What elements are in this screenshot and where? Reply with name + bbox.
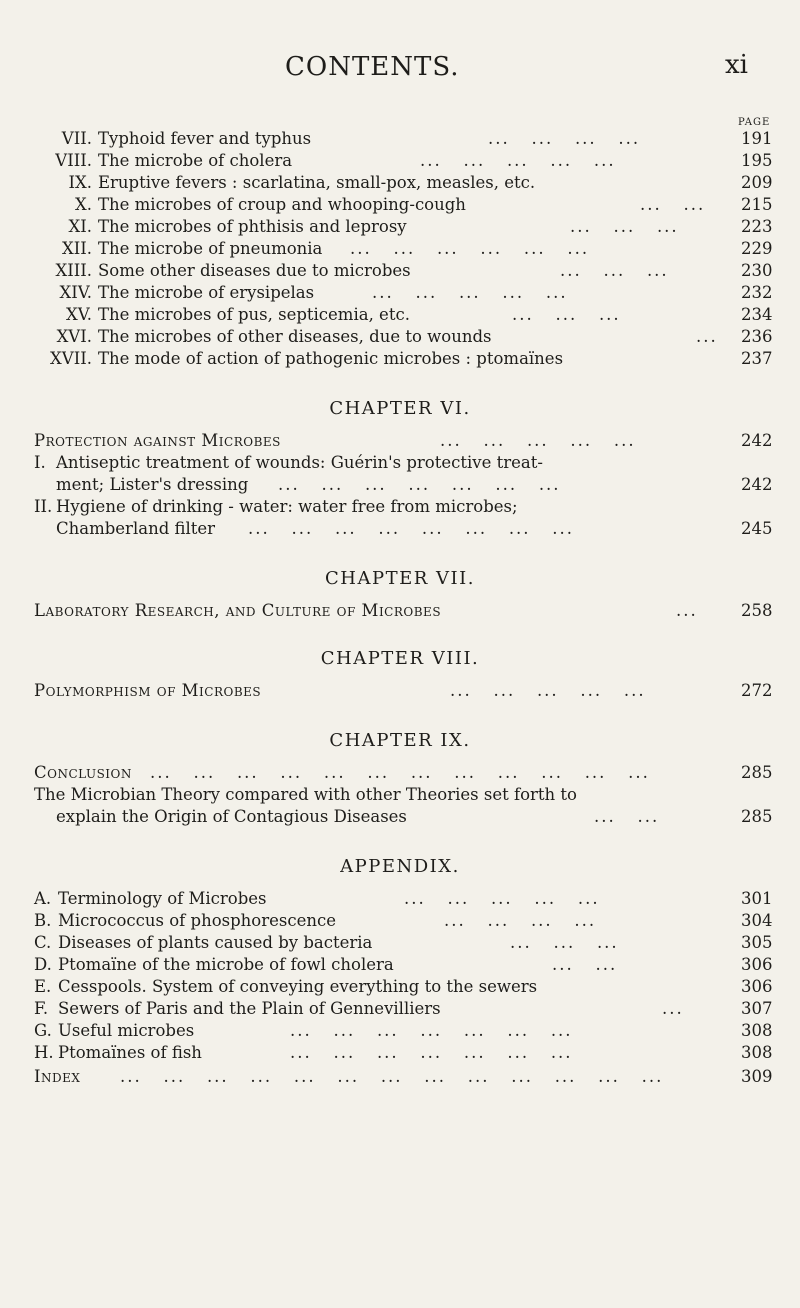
entry-page: 245 bbox=[741, 519, 773, 538]
entry-page: 307 bbox=[741, 999, 773, 1018]
toc-entry bbox=[0, 680, 800, 702]
leader-dots: ... ... ... bbox=[512, 305, 621, 324]
leader-dots: ... ... ... bbox=[570, 217, 679, 236]
leader-dots: ... ... bbox=[640, 195, 706, 214]
entry-page: 304 bbox=[741, 911, 773, 930]
toc-entry bbox=[0, 172, 800, 194]
chapter-title: Laboratory Research, and Culture of Microbes bbox=[34, 601, 442, 620]
entry-title: Ptomaïne of the microbe of fowl cholera bbox=[58, 955, 394, 974]
page-column-label: PAGE bbox=[738, 117, 771, 128]
toc-entry-continued bbox=[0, 474, 800, 496]
entry-title: The Microbian Theory compared with other Theories set forth to bbox=[34, 785, 577, 804]
entry-page: 272 bbox=[741, 681, 773, 700]
entry-number: XV. bbox=[65, 305, 92, 324]
entry-title: The microbes of croup and whooping-cough bbox=[98, 195, 466, 214]
toc-entry bbox=[0, 238, 800, 260]
leader-dots: ... ... ... ... bbox=[488, 129, 641, 148]
leader-dots: ... bbox=[676, 601, 698, 620]
entry-number: XVII. bbox=[50, 349, 92, 368]
entry-title: Terminology of Microbes bbox=[58, 889, 267, 908]
entry-title: The microbes of phthisis and leprosy bbox=[98, 217, 407, 236]
toc-entry bbox=[0, 304, 800, 326]
toc-entry-continued bbox=[0, 806, 800, 828]
entry-number: E. bbox=[34, 977, 52, 996]
leader-dots: ... ... ... ... bbox=[444, 911, 597, 930]
entry-title: The microbes of pus, septicemia, etc. bbox=[98, 305, 410, 324]
entry-title: Cesspools. System of conveying everything to the sewers bbox=[58, 977, 538, 996]
entry-number: C. bbox=[34, 933, 52, 952]
chapter-title: Protection against Microbes bbox=[34, 431, 281, 450]
entry-page: 306 bbox=[741, 977, 773, 996]
chapter-title: Polymorphism of Microbes bbox=[34, 681, 262, 700]
chapter-heading: CHAPTER VII. bbox=[325, 568, 475, 589]
leader-dots: ... ... ... bbox=[510, 933, 619, 952]
toc-entry bbox=[0, 216, 800, 238]
entry-title: Typhoid fever and typhus bbox=[98, 129, 312, 148]
entry-page: 229 bbox=[741, 239, 773, 258]
entry-page: 305 bbox=[741, 933, 773, 952]
entry-number: XVI. bbox=[56, 327, 92, 346]
toc-entry bbox=[0, 600, 800, 622]
entry-page: 308 bbox=[741, 1043, 773, 1062]
toc-entry bbox=[0, 496, 800, 518]
leader-dots: ... ... ... ... ... ... ... ... ... ... ... ... ... bbox=[120, 1067, 664, 1086]
leader-dots: ... ... ... ... ... ... ... bbox=[278, 475, 561, 494]
entry-page: 230 bbox=[741, 261, 773, 280]
toc-entry bbox=[0, 932, 800, 954]
entry-page: 285 bbox=[741, 763, 773, 782]
leader-dots: ... ... ... ... ... bbox=[372, 283, 568, 302]
entry-number: B. bbox=[34, 911, 52, 930]
chapter-heading: CHAPTER VIII. bbox=[320, 648, 480, 669]
leader-dots: ... ... ... ... ... bbox=[440, 431, 636, 450]
toc-entry bbox=[0, 762, 800, 784]
leader-dots: ... ... ... ... ... ... bbox=[350, 239, 590, 258]
leader-dots: ... ... ... ... ... bbox=[420, 151, 616, 170]
entry-title: The microbe of cholera bbox=[98, 151, 293, 170]
entry-page: 285 bbox=[741, 807, 773, 826]
entry-title: Micrococcus of phosphorescence bbox=[58, 911, 336, 930]
toc-entry bbox=[0, 260, 800, 282]
entry-page: 242 bbox=[741, 475, 773, 494]
entry-number: XII. bbox=[61, 239, 92, 258]
entry-page: 306 bbox=[741, 955, 773, 974]
leader-dots: ... ... ... ... ... bbox=[450, 681, 646, 700]
entry-page: 223 bbox=[741, 217, 773, 236]
entry-page: 195 bbox=[741, 151, 773, 170]
entry-title: The microbe of erysipelas bbox=[98, 283, 315, 302]
leader-dots: ... ... ... bbox=[560, 261, 669, 280]
toc-entry bbox=[0, 348, 800, 370]
entry-title-continued: explain the Origin of Contagious Diseases bbox=[56, 807, 407, 826]
entry-page: 215 bbox=[741, 195, 773, 214]
leader-dots: ... bbox=[662, 999, 684, 1018]
chapter-title: Conclusion bbox=[34, 763, 132, 782]
entry-page: 308 bbox=[741, 1021, 773, 1040]
toc-entry bbox=[0, 1042, 800, 1064]
entry-title: Some other diseases due to microbes bbox=[98, 261, 411, 280]
entry-number: G. bbox=[34, 1021, 52, 1040]
entry-title: The microbe of pneumonia bbox=[98, 239, 323, 258]
entry-number: XIV. bbox=[59, 283, 92, 302]
toc-entry bbox=[0, 976, 800, 998]
entry-page: 209 bbox=[741, 173, 773, 192]
entry-number: X. bbox=[75, 195, 92, 214]
appendix-heading: APPENDIX. bbox=[340, 856, 460, 877]
toc-entry bbox=[0, 954, 800, 976]
leader-dots: ... ... bbox=[594, 807, 660, 826]
entry-number: IX. bbox=[68, 173, 92, 192]
entry-number: D. bbox=[34, 955, 52, 974]
toc-entry bbox=[0, 888, 800, 910]
leader-dots: ... ... ... ... ... ... ... ... bbox=[248, 519, 575, 538]
entry-title: Antiseptic treatment of wounds: Guérin's protective treat- bbox=[56, 453, 543, 472]
entry-page: 191 bbox=[741, 129, 773, 148]
toc-entry bbox=[0, 1020, 800, 1042]
entry-number: VIII. bbox=[55, 151, 92, 170]
toc-entry bbox=[0, 910, 800, 932]
toc-entry bbox=[0, 430, 800, 452]
entry-title: The microbes of other diseases, due to wounds bbox=[98, 327, 492, 346]
entry-page: 236 bbox=[741, 327, 773, 346]
entry-title: Ptomaïnes of fish bbox=[58, 1043, 202, 1062]
leader-dots: ... ... ... ... ... ... ... ... ... ... ... ... bbox=[150, 763, 650, 782]
toc-entry bbox=[0, 282, 800, 304]
toc-entry bbox=[0, 998, 800, 1020]
entry-page: 234 bbox=[741, 305, 773, 324]
entry-title: Hygiene of drinking - water: water free from microbes; bbox=[56, 497, 518, 516]
entry-number: F. bbox=[34, 999, 49, 1018]
entry-page: 237 bbox=[741, 349, 773, 368]
page-header bbox=[0, 52, 800, 82]
entry-number: H. bbox=[34, 1043, 54, 1062]
leader-dots: ... ... bbox=[552, 955, 618, 974]
toc-entry bbox=[0, 194, 800, 216]
entry-number: XIII. bbox=[55, 261, 92, 280]
entry-page: 232 bbox=[741, 283, 773, 302]
chapter-heading: CHAPTER VI. bbox=[329, 398, 471, 419]
toc-entry bbox=[0, 784, 800, 806]
entry-title-continued: ment; Lister's dressing bbox=[56, 475, 249, 494]
entry-title: The mode of action of pathogenic microbes : ptomaïnes bbox=[98, 349, 564, 368]
page-number: xi bbox=[725, 50, 748, 80]
entry-page: 301 bbox=[741, 889, 773, 908]
entry-title-continued: Chamberland filter bbox=[56, 519, 216, 538]
entry-number: I. bbox=[34, 453, 46, 472]
entry-page: 258 bbox=[741, 601, 773, 620]
entry-page: 242 bbox=[741, 431, 773, 450]
toc-entry bbox=[0, 150, 800, 172]
toc-entry bbox=[0, 326, 800, 348]
entry-number: VII. bbox=[61, 129, 92, 148]
toc-entry bbox=[0, 452, 800, 474]
entry-number: A. bbox=[34, 889, 52, 908]
entry-number: II. bbox=[34, 497, 53, 516]
entry-number: XI. bbox=[68, 217, 92, 236]
entry-page: 309 bbox=[741, 1067, 773, 1086]
leader-dots: ... bbox=[696, 327, 718, 346]
leader-dots: ... ... ... ... ... ... ... bbox=[290, 1043, 573, 1062]
leader-dots: ... ... ... ... ... ... ... bbox=[290, 1021, 573, 1040]
entry-title: Eruptive fevers : scarlatina, small-pox, measles, etc. bbox=[98, 173, 536, 192]
running-title: CONTENTS. bbox=[285, 52, 460, 82]
index-title: Index bbox=[34, 1067, 81, 1086]
leader-dots: ... ... ... ... ... bbox=[404, 889, 600, 908]
toc-entry bbox=[0, 128, 800, 150]
chapter-heading: CHAPTER IX. bbox=[329, 730, 471, 751]
entry-title: Useful microbes bbox=[58, 1021, 195, 1040]
toc-entry-continued bbox=[0, 518, 800, 540]
entry-title: Sewers of Paris and the Plain of Gennevilliers bbox=[58, 999, 441, 1018]
toc-entry bbox=[0, 1066, 800, 1088]
entry-title: Diseases of plants caused by bacteria bbox=[58, 933, 373, 952]
